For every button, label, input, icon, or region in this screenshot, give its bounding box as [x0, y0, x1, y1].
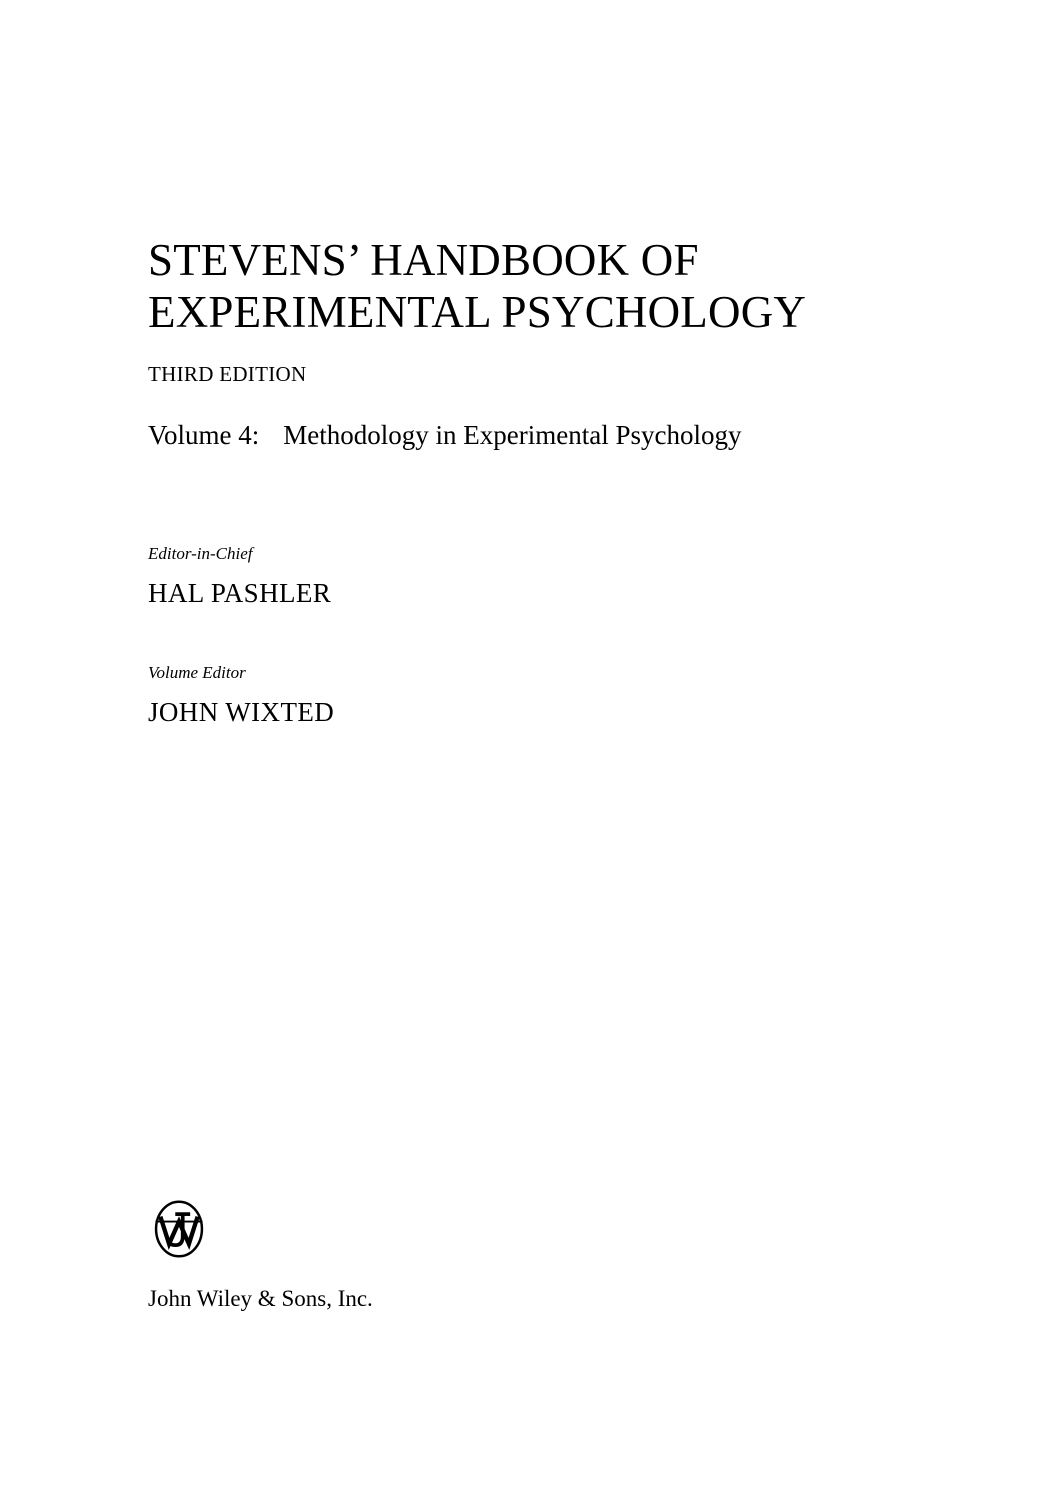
book-title-line-2: EXPERIMENTAL PSYCHOLOGY	[148, 286, 807, 337]
volume-editor-label: Volume Editor	[148, 662, 246, 682]
edition-label: THIRD EDITION	[148, 361, 307, 386]
wiley-logo-icon	[148, 1198, 648, 1260]
editor-in-chief-label: Editor-in-Chief	[148, 543, 253, 563]
publisher-name: John Wiley & Sons, Inc.	[148, 1286, 373, 1311]
volume-title: Methodology in Experimental Psychology	[283, 419, 742, 450]
title-block	[148, 235, 948, 728]
volume-number-label: Volume 4:	[148, 419, 260, 450]
editor-in-chief-block	[148, 544, 948, 609]
book-title-line-1: STEVENS’ HANDBOOK OF	[148, 235, 699, 285]
publisher-block	[148, 1198, 648, 1312]
volume-line	[148, 420, 948, 451]
volume-editor-name: JOHN WIXTED	[148, 696, 335, 727]
volume-editor-block	[148, 663, 948, 728]
editor-in-chief-name: HAL PASHLER	[148, 577, 332, 608]
